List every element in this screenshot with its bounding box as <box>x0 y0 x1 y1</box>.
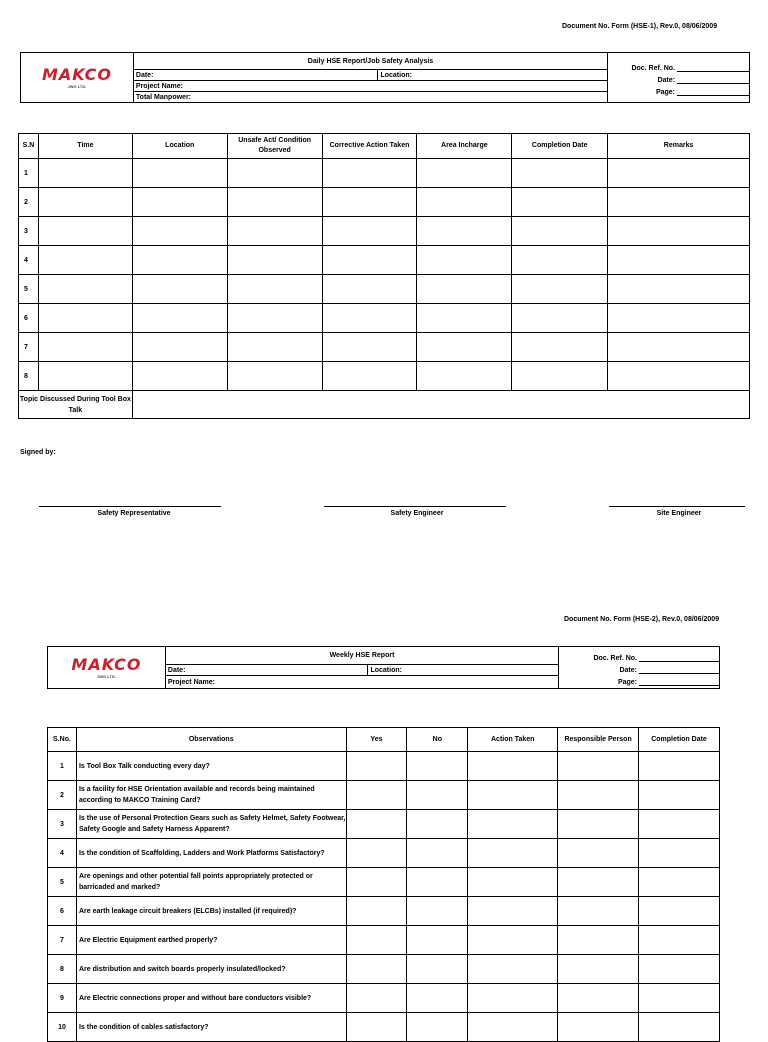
ref-page-label: Page: <box>655 88 675 96</box>
no-cell[interactable] <box>407 781 468 810</box>
action-taken-cell[interactable] <box>468 752 558 781</box>
no-cell[interactable] <box>407 839 468 868</box>
col-time: Time <box>38 134 132 159</box>
action-taken-cell[interactable] <box>468 897 558 926</box>
yes-cell[interactable] <box>346 810 407 839</box>
action-taken-cell[interactable] <box>468 1013 558 1042</box>
responsible-person-cell[interactable] <box>558 810 639 839</box>
signature-label-safety-representative: Safety Representative <box>97 510 171 517</box>
remarks-cell[interactable] <box>608 159 750 188</box>
area-incharge-cell[interactable] <box>417 159 512 188</box>
total-manpower-field[interactable]: Total Manpower: <box>133 92 607 103</box>
location-cell[interactable] <box>132 217 227 246</box>
unsafe-act-cell[interactable] <box>227 333 322 362</box>
logo-subtitle: JWG LTD. <box>97 673 116 679</box>
form2-doc-number: Document No. Form (HSE-2), Rev.0, 08/06/2009 <box>564 616 720 623</box>
row-number: 9 <box>48 984 77 1013</box>
row-number: 5 <box>48 868 77 897</box>
location-cell[interactable] <box>132 159 227 188</box>
col-sn: S.N <box>19 134 39 159</box>
remarks-cell[interactable] <box>608 275 750 304</box>
doc-ref-label: Doc. Ref. No. <box>593 654 637 662</box>
location-field[interactable]: Location: <box>368 665 559 676</box>
col-area-incharge: Area Incharge <box>417 134 512 159</box>
form1-ref-block <box>608 53 750 103</box>
yes-cell[interactable] <box>346 897 407 926</box>
remarks-cell[interactable] <box>608 304 750 333</box>
completion-date-cell[interactable] <box>512 275 608 304</box>
corrective-action-cell[interactable] <box>322 159 417 188</box>
form1-logo-cell <box>21 53 134 103</box>
location-cell[interactable] <box>132 275 227 304</box>
remarks-cell[interactable] <box>608 217 750 246</box>
observation-text: Is Tool Box Talk conducting every day? <box>76 752 346 781</box>
area-incharge-cell[interactable] <box>417 333 512 362</box>
row-number: 7 <box>48 926 77 955</box>
no-cell[interactable] <box>407 984 468 1013</box>
time-cell[interactable] <box>38 246 132 275</box>
no-cell[interactable] <box>407 926 468 955</box>
location-cell[interactable] <box>132 246 227 275</box>
completion-date-cell[interactable] <box>639 868 720 897</box>
remarks-cell[interactable] <box>608 188 750 217</box>
completion-date-cell[interactable] <box>512 333 608 362</box>
date-field[interactable]: Date: <box>133 70 378 81</box>
completion-date-cell[interactable] <box>512 188 608 217</box>
col-completion-date: Completion Date <box>512 134 608 159</box>
observation-text: Are openings and other potential fall points appropriately protected or barricaded and marked? <box>76 868 346 897</box>
corrective-action-cell[interactable] <box>322 246 417 275</box>
col-unsafe-act: Unsafe Act/ Condition Observed <box>227 134 322 159</box>
row-number: 8 <box>48 955 77 984</box>
action-taken-cell[interactable] <box>468 839 558 868</box>
yes-cell[interactable] <box>346 752 407 781</box>
action-taken-cell[interactable] <box>468 810 558 839</box>
completion-date-cell[interactable] <box>512 246 608 275</box>
logo-brand: MAKCO <box>41 64 112 84</box>
table-row <box>48 810 720 839</box>
table-row <box>48 868 720 897</box>
row-number: 6 <box>19 304 39 333</box>
col-no: No <box>407 728 468 752</box>
completion-date-cell[interactable] <box>639 839 720 868</box>
row-number: 3 <box>19 217 39 246</box>
unsafe-act-cell[interactable] <box>227 246 322 275</box>
remarks-cell[interactable] <box>608 333 750 362</box>
table-row <box>48 897 720 926</box>
col-responsible-person: Responsible Person <box>558 728 639 752</box>
no-cell[interactable] <box>407 868 468 897</box>
unsafe-act-cell[interactable] <box>227 275 322 304</box>
unsafe-act-cell[interactable] <box>227 159 322 188</box>
time-cell[interactable] <box>38 159 132 188</box>
table-row <box>19 159 750 188</box>
area-incharge-cell[interactable] <box>417 217 512 246</box>
form1-doc-number: Document No. Form (HSE-1), Rev.0, 08/06/2009 <box>562 23 718 30</box>
signature-line-site-engineer[interactable] <box>609 506 745 507</box>
ref-date-label: Date: <box>619 666 637 674</box>
remarks-cell[interactable] <box>608 246 750 275</box>
col-location: Location <box>132 134 227 159</box>
ref-date-field[interactable] <box>639 664 719 674</box>
area-incharge-cell[interactable] <box>417 275 512 304</box>
table-row <box>48 926 720 955</box>
form1-observation-table <box>18 133 750 419</box>
yes-cell[interactable] <box>346 1013 407 1042</box>
unsafe-act-cell[interactable] <box>227 362 322 391</box>
action-taken-cell[interactable] <box>468 955 558 984</box>
form2-title: Weekly HSE Report <box>165 647 558 665</box>
table-row <box>19 333 750 362</box>
responsible-person-cell[interactable] <box>558 897 639 926</box>
time-cell[interactable] <box>38 333 132 362</box>
observation-text: Is a facility for HSE Orientation available and records being maintained according to MAKCO Training Card? <box>76 781 346 810</box>
area-incharge-cell[interactable] <box>417 362 512 391</box>
responsible-person-cell[interactable] <box>558 839 639 868</box>
table-row <box>19 246 750 275</box>
form1-header-table <box>20 52 750 103</box>
signed-by-label: Signed by: <box>20 449 56 456</box>
ref-page-field[interactable] <box>677 86 749 96</box>
observation-text: Are Electric Equipment earthed properly? <box>76 926 346 955</box>
location-cell[interactable] <box>132 333 227 362</box>
signature-label-safety-engineer: Safety Engineer <box>390 510 444 517</box>
makco-logo <box>48 654 165 679</box>
row-number: 8 <box>19 362 39 391</box>
completion-date-cell[interactable] <box>639 984 720 1013</box>
observation-text: Are earth leakage circuit breakers (ELCBs) installed (if required)? <box>76 897 346 926</box>
corrective-action-cell[interactable] <box>322 304 417 333</box>
form2-ref-block <box>559 647 720 689</box>
project-name-field[interactable]: Project Name: <box>133 81 607 92</box>
no-cell[interactable] <box>407 810 468 839</box>
ref-date-field[interactable] <box>677 74 749 84</box>
completion-date-cell[interactable] <box>639 1013 720 1042</box>
action-taken-cell[interactable] <box>468 868 558 897</box>
yes-cell[interactable] <box>346 984 407 1013</box>
row-number: 3 <box>48 810 77 839</box>
action-taken-cell[interactable] <box>468 781 558 810</box>
table-row <box>48 984 720 1013</box>
doc-ref-field[interactable] <box>639 652 719 662</box>
area-incharge-cell[interactable] <box>417 304 512 333</box>
remarks-cell[interactable] <box>608 362 750 391</box>
col-yes: Yes <box>346 728 407 752</box>
toolbox-label: Topic Discussed During Tool Box Talk <box>19 391 133 419</box>
form2-logo-cell <box>48 647 166 689</box>
completion-date-cell[interactable] <box>512 304 608 333</box>
no-cell[interactable] <box>407 1013 468 1042</box>
completion-date-cell[interactable] <box>512 217 608 246</box>
completion-date-cell[interactable] <box>639 752 720 781</box>
time-cell[interactable] <box>38 275 132 304</box>
responsible-person-cell[interactable] <box>558 781 639 810</box>
completion-date-cell[interactable] <box>639 810 720 839</box>
completion-date-cell[interactable] <box>639 897 720 926</box>
observation-text: Is the use of Personal Protection Gears such as Safety Helmet, Safety Footwear, Safety Google and Safety Harness Apparent? <box>76 810 346 839</box>
unsafe-act-cell[interactable] <box>227 217 322 246</box>
form2-header-table <box>47 646 720 689</box>
project-name-field[interactable]: Project Name: <box>165 676 558 689</box>
corrective-action-cell[interactable] <box>322 333 417 362</box>
col-remarks: Remarks <box>608 134 750 159</box>
toolbox-row <box>19 391 750 419</box>
time-cell[interactable] <box>38 304 132 333</box>
location-cell[interactable] <box>132 188 227 217</box>
form1-title: Daily HSE Report/Job Safety Analysis <box>133 53 607 70</box>
ref-page-label: Page: <box>617 678 637 686</box>
time-cell[interactable] <box>38 188 132 217</box>
responsible-person-cell[interactable] <box>558 752 639 781</box>
row-number: 2 <box>48 781 77 810</box>
responsible-person-cell[interactable] <box>558 926 639 955</box>
yes-cell[interactable] <box>346 955 407 984</box>
completion-date-cell[interactable] <box>512 362 608 391</box>
time-cell[interactable] <box>38 362 132 391</box>
observation-text: Is the condition of cables satisfactory? <box>76 1013 346 1042</box>
action-taken-cell[interactable] <box>468 984 558 1013</box>
corrective-action-cell[interactable] <box>322 275 417 304</box>
yes-cell[interactable] <box>346 839 407 868</box>
completion-date-cell[interactable] <box>639 955 720 984</box>
form2-observation-table <box>47 727 720 1042</box>
observation-text: Are distribution and switch boards properly insulated/locked? <box>76 955 346 984</box>
time-cell[interactable] <box>38 217 132 246</box>
corrective-action-cell[interactable] <box>322 217 417 246</box>
row-number: 6 <box>48 897 77 926</box>
col-corrective-action: Corrective Action Taken <box>322 134 417 159</box>
col-observations: Observations <box>76 728 346 752</box>
action-taken-cell[interactable] <box>468 926 558 955</box>
table-row <box>19 217 750 246</box>
no-cell[interactable] <box>407 897 468 926</box>
table-row <box>19 304 750 333</box>
col-action-taken: Action Taken <box>468 728 558 752</box>
yes-cell[interactable] <box>346 781 407 810</box>
table-row <box>19 275 750 304</box>
logo-subtitle: JWG LTD. <box>67 83 87 89</box>
date-field[interactable]: Date: <box>165 665 368 676</box>
no-cell[interactable] <box>407 752 468 781</box>
responsible-person-cell[interactable] <box>558 1013 639 1042</box>
doc-ref-label: Doc. Ref. No. <box>631 64 675 72</box>
row-number: 2 <box>19 188 39 217</box>
yes-cell[interactable] <box>346 926 407 955</box>
signature-line-safety-representative[interactable] <box>39 506 221 507</box>
table-row <box>48 955 720 984</box>
area-incharge-cell[interactable] <box>417 188 512 217</box>
unsafe-act-cell[interactable] <box>227 188 322 217</box>
unsafe-act-cell[interactable] <box>227 304 322 333</box>
row-number: 4 <box>19 246 39 275</box>
row-number: 10 <box>48 1013 77 1042</box>
table-row <box>19 362 750 391</box>
observation-text: Are Electric connections proper and without bare conductors visible? <box>76 984 346 1013</box>
table-row <box>48 839 720 868</box>
no-cell[interactable] <box>407 955 468 984</box>
completion-date-cell[interactable] <box>639 781 720 810</box>
makco-logo <box>21 64 133 89</box>
observation-text: Is the condition of Scaffolding, Ladders and Work Platforms Satisfactory? <box>76 839 346 868</box>
row-number: 1 <box>48 752 77 781</box>
row-number: 1 <box>19 159 39 188</box>
location-cell[interactable] <box>132 304 227 333</box>
corrective-action-cell[interactable] <box>322 362 417 391</box>
logo-brand: MAKCO <box>71 654 142 674</box>
location-field[interactable]: Location: <box>378 70 608 81</box>
toolbox-topic-cell[interactable] <box>132 391 749 419</box>
responsible-person-cell[interactable] <box>558 955 639 984</box>
row-number: 5 <box>19 275 39 304</box>
ref-page-field[interactable] <box>639 676 719 686</box>
completion-date-cell[interactable] <box>639 926 720 955</box>
ref-date-label: Date: <box>657 76 675 84</box>
doc-ref-field[interactable] <box>677 62 749 72</box>
table-row <box>19 188 750 217</box>
table-row <box>48 1013 720 1042</box>
table-row <box>48 752 720 781</box>
location-cell[interactable] <box>132 362 227 391</box>
row-number: 4 <box>48 839 77 868</box>
row-number: 7 <box>19 333 39 362</box>
completion-date-cell[interactable] <box>512 159 608 188</box>
signature-label-site-engineer: Site Engineer <box>656 510 702 517</box>
yes-cell[interactable] <box>346 868 407 897</box>
responsible-person-cell[interactable] <box>558 984 639 1013</box>
area-incharge-cell[interactable] <box>417 246 512 275</box>
signature-line-safety-engineer[interactable] <box>324 506 506 507</box>
corrective-action-cell[interactable] <box>322 188 417 217</box>
col-sno: S.No. <box>48 728 77 752</box>
responsible-person-cell[interactable] <box>558 868 639 897</box>
table-row <box>48 781 720 810</box>
col-completion-date: Completion Date <box>639 728 720 752</box>
